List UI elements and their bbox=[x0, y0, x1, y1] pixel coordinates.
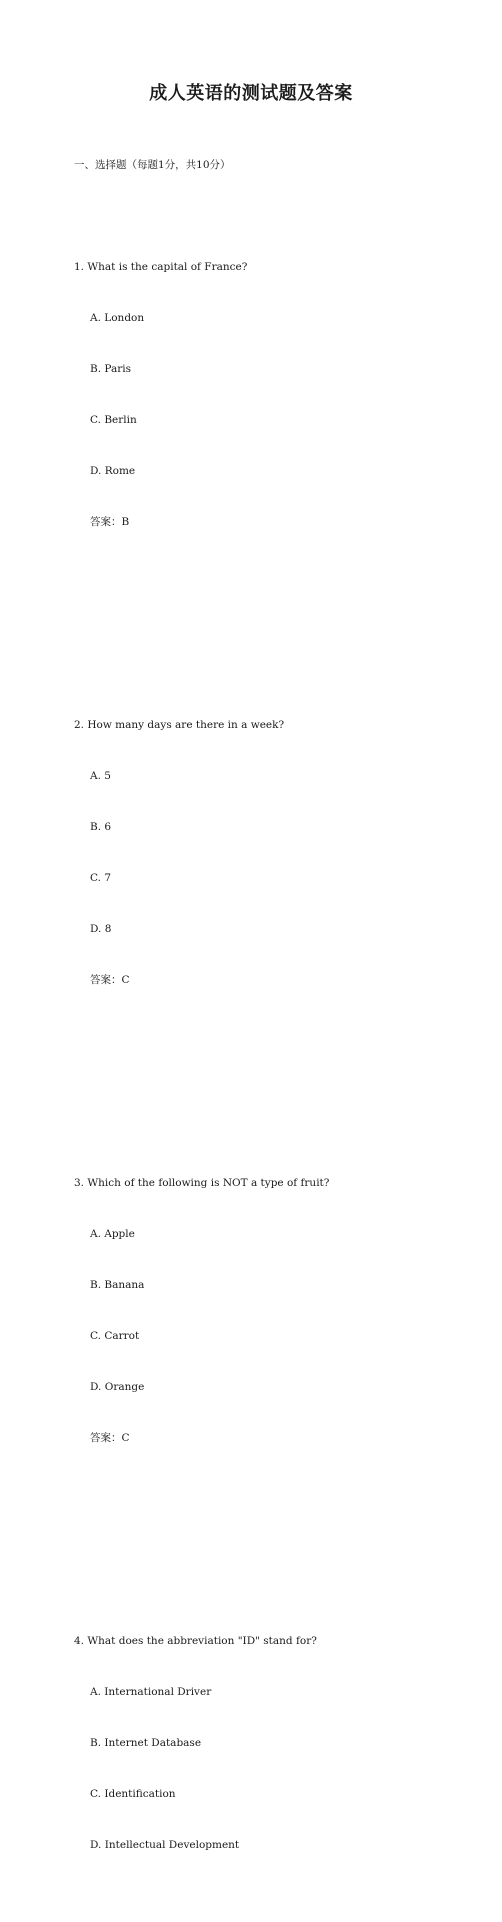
option-d: D. Intellectual Development bbox=[90, 1839, 240, 1851]
question-block bbox=[74, 683, 474, 1023]
option-c: C. Carrot bbox=[90, 1330, 140, 1342]
option-b: B. Internet Database bbox=[90, 1737, 202, 1749]
section-heading: 一、选择题（每题1分，共10分） bbox=[74, 159, 231, 171]
option-d: D. 8 bbox=[90, 923, 112, 935]
option-a: A. Apple bbox=[90, 1228, 135, 1240]
option-b: B. 6 bbox=[90, 821, 112, 833]
question-block bbox=[74, 1141, 474, 1481]
question-block bbox=[74, 1599, 474, 1888]
document-body bbox=[74, 123, 474, 1922]
spacer bbox=[74, 1074, 474, 1090]
answer-text: 答案：C bbox=[90, 1432, 130, 1444]
question-text: 4. What does the abbreviation "ID" stand for? bbox=[74, 1635, 317, 1647]
option-a: A. International Driver bbox=[90, 1686, 212, 1698]
spacer bbox=[74, 616, 474, 632]
question-text: 1. What is the capital of France? bbox=[74, 261, 248, 273]
answer-text: 答案：C bbox=[90, 974, 130, 986]
option-a: A. 5 bbox=[90, 770, 111, 782]
question-text: 2. How many days are there in a week? bbox=[74, 719, 285, 731]
option-c: C. Berlin bbox=[90, 414, 137, 426]
option-d: D. Orange bbox=[90, 1381, 145, 1393]
question-block bbox=[74, 225, 474, 565]
option-c: C. Identification bbox=[90, 1788, 176, 1800]
answer-text: 答案：B bbox=[90, 516, 130, 528]
document-title: 成人英语的测试题及答案 bbox=[149, 83, 353, 104]
question-text: 3. Which of the following is NOT a type of fruit? bbox=[74, 1177, 330, 1189]
option-b: B. Banana bbox=[90, 1279, 145, 1291]
option-d: D. Rome bbox=[90, 465, 136, 477]
option-b: B. Paris bbox=[90, 363, 132, 375]
option-c: C. 7 bbox=[90, 872, 112, 884]
option-a: A. London bbox=[90, 312, 145, 324]
spacer bbox=[74, 1532, 474, 1548]
